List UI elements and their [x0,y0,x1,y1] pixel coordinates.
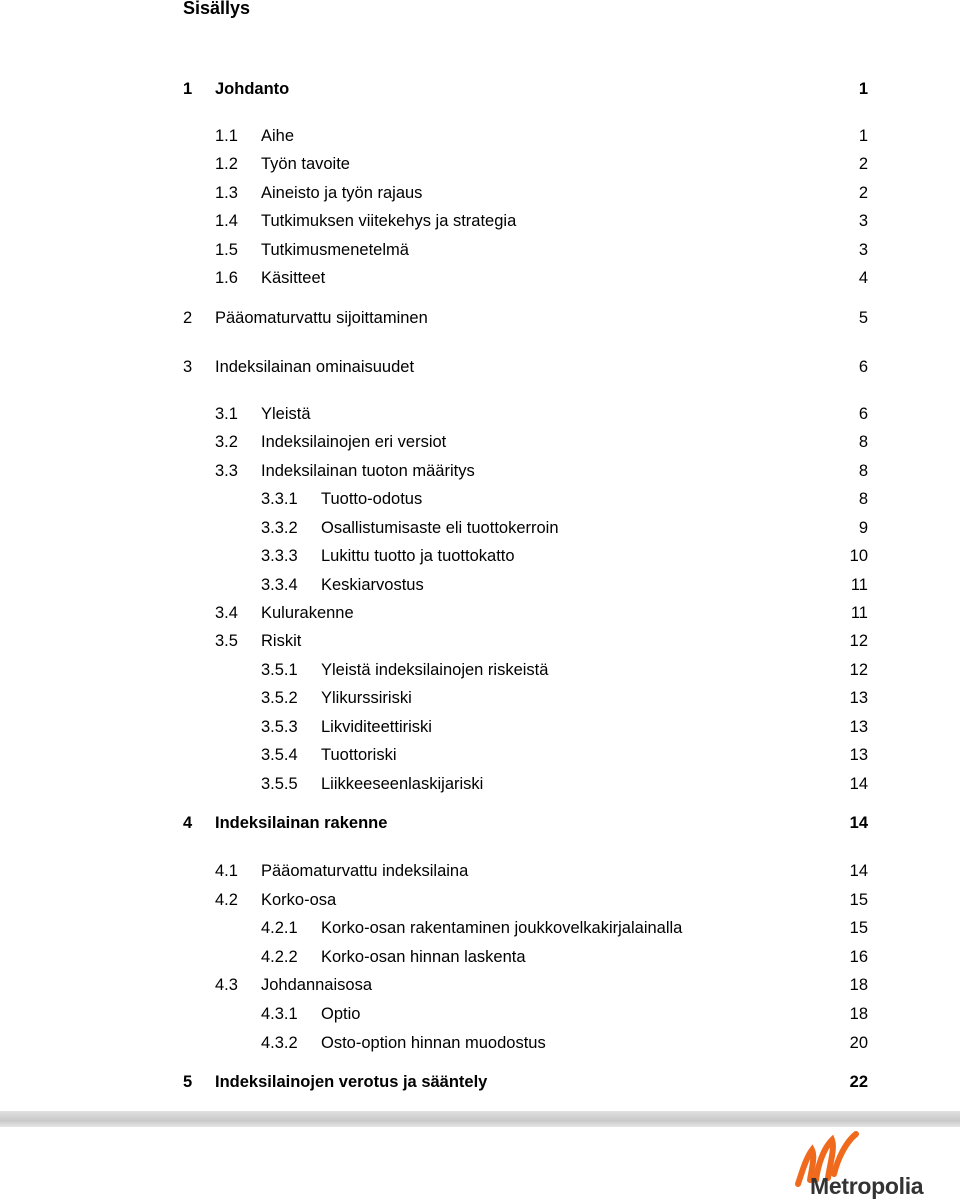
toc-entry-page: 22 [849,1073,868,1091]
toc-entry-number: 1.4 [215,212,238,230]
toc-entry-number: 4.3 [215,976,238,994]
toc-entry-number: 1.2 [215,155,238,173]
toc-entry[interactable] [0,1031,960,1055]
toc-entry-title: Yleistä [261,405,311,423]
toc-entry-number: 3.3.2 [261,519,298,537]
toc-entry-number: 5 [183,1073,193,1091]
logo-text: Metropolia [810,1173,924,1199]
toc-entry-title: Osallistumisaste eli tuottokerroin [321,519,559,537]
toc-entry-number: 3.5.3 [261,718,298,736]
toc-entry[interactable] [0,601,960,625]
toc-entry[interactable] [0,266,960,290]
toc-entry-page: 6 [858,358,868,376]
toc-entry-page: 10 [849,547,868,565]
toc-entry-page: 5 [858,309,868,327]
toc-entry-page: 3 [858,212,868,230]
toc-entry-number: 4.1 [215,862,238,880]
toc-entry-number: 3.1 [215,405,238,423]
toc-entry-number: 3.5 [215,632,238,650]
toc-entry-title: Yleistä indeksilainojen riskeistä [321,661,549,679]
toc-entry-number: 3.3 [215,462,238,480]
toc-entry[interactable] [0,459,960,483]
toc-entry[interactable] [0,658,960,682]
toc-entry-title: Tutkimusmenetelmä [261,241,409,259]
toc-entry-title: Pääomaturvattu sijoittaminen [215,309,428,327]
toc-entry-page: 11 [850,604,868,622]
toc-entry-page: 14 [849,814,868,832]
toc-entry[interactable] [0,859,960,883]
toc-entry-page: 6 [858,405,868,423]
toc-entry-title: Käsitteet [261,269,326,287]
toc-entry-number: 3.3.4 [261,576,298,594]
toc-entry-title: Indeksilainan tuoton määritys [261,462,475,480]
toc-entry[interactable] [0,152,960,176]
toc-entry-number: 4.2.1 [261,919,298,937]
toc-entry-title: Korko-osa [261,891,337,909]
toc-entry-page: 2 [858,155,868,173]
toc-entry[interactable] [0,743,960,767]
footer-bar [0,1111,960,1127]
toc-entry[interactable] [0,715,960,739]
toc-entry-title: Keskiarvostus [321,576,424,594]
toc-entry-title: Työn tavoite [261,155,350,173]
toc-entry-title: Ylikurssiriski [321,689,412,707]
metropolia-logo [780,1128,950,1201]
toc-entry-page: 13 [849,718,868,736]
toc-entry-number: 1.1 [215,127,238,145]
toc-entry-title: Indeksilainan ominaisuudet [215,358,415,376]
toc-entry-title: Osto-option hinnan muodostus [321,1034,546,1052]
toc-entry[interactable] [0,916,960,940]
toc-entry[interactable] [0,1002,960,1026]
toc-entry-number: 1.6 [215,269,238,287]
toc-entry-number: 3.5.5 [261,775,298,793]
toc-entry[interactable] [0,811,960,835]
toc-entry-page: 15 [849,919,868,937]
toc-entry[interactable] [0,1070,960,1094]
toc-entry-number: 3.3.1 [261,490,298,508]
toc-entry-page: 15 [849,891,868,909]
toc-entry-number: 3.5.2 [261,689,298,707]
toc-entry-title: Indeksilainojen eri versiot [261,433,447,451]
toc-entry-number: 4.3.1 [261,1005,298,1023]
toc-entry-number: 4.3.2 [261,1034,298,1052]
toc-entry-title: Lukittu tuotto ja tuottokatto [321,547,515,565]
toc-entry-page: 2 [858,184,868,202]
toc-entry-page: 8 [858,433,868,451]
toc-entry-title: Riskit [261,632,302,650]
toc-entry[interactable] [0,209,960,233]
toc-entry-page: 13 [849,689,868,707]
toc-entry-page: 18 [849,976,868,994]
toc-entry-title: Johdanto [215,80,290,98]
toc-entry-number: 3 [183,358,193,376]
toc-entry-number: 1 [183,80,193,98]
toc-entry-title: Kulurakenne [261,604,354,622]
toc-entry-page: 18 [849,1005,868,1023]
toc-entry-title: Johdannaisosa [261,976,373,994]
toc-entry-number: 3.4 [215,604,238,622]
toc-entry-page: 4 [858,269,868,287]
toc-entry[interactable] [0,629,960,653]
toc-entry-number: 4 [183,814,193,832]
toc-entry[interactable] [0,402,960,426]
toc-entry[interactable] [0,544,960,568]
page-title: Sisällys [183,0,251,18]
toc-entry-page: 3 [858,241,868,259]
toc-entry-number: 1.5 [215,241,238,259]
toc-entry-title: Tutkimuksen viitekehys ja strategia [261,212,517,230]
toc-entry-page: 12 [849,661,868,679]
toc-entry-title: Liikkeeseenlaskijariski [321,775,484,793]
toc-entry[interactable] [0,306,960,330]
toc-entry[interactable] [0,77,960,101]
toc-entry-page: 13 [849,746,868,764]
toc-entry-title: Aineisto ja työn rajaus [261,184,423,202]
toc-entry[interactable] [0,516,960,540]
toc-entry[interactable] [0,945,960,969]
toc-entry-number: 1.3 [215,184,238,202]
toc-entry-page: 8 [858,490,868,508]
toc-entry-page: 8 [858,462,868,480]
toc-entry-number: 3.5.1 [261,661,298,679]
toc-entry-page: 1 [858,80,868,98]
toc-entry[interactable] [0,238,960,262]
toc-entry-title: Likviditeettiriski [321,718,432,736]
toc-entry[interactable] [0,573,960,597]
toc-entry-title: Indeksilainojen verotus ja sääntely [215,1073,488,1091]
toc-entry-page: 12 [849,632,868,650]
toc-entry-number: 4.2 [215,891,238,909]
toc-entry-title: Korko-osan rakentaminen joukkovelkakirjalainalla [321,919,683,937]
toc-entry[interactable] [0,487,960,511]
toc-entry[interactable] [0,181,960,205]
toc-entry-page: 20 [849,1034,868,1052]
toc-entry[interactable] [0,686,960,710]
toc-entry-title: Tuottoriski [321,746,397,764]
toc-entry-page: 14 [849,775,868,793]
toc-entry-number: 2 [183,309,193,327]
toc-entry[interactable] [0,772,960,796]
toc-entry[interactable] [0,973,960,997]
toc-entry[interactable] [0,888,960,912]
toc-entry-title: Indeksilainan rakenne [215,814,388,832]
toc-entry[interactable] [0,430,960,454]
toc-entry-title: Pääomaturvattu indeksilaina [261,862,469,880]
toc-entry-title: Aihe [261,127,295,145]
toc-entry-page: 1 [858,127,868,145]
toc-entry-title: Tuotto-odotus [321,490,423,508]
toc-entry-page: 14 [849,862,868,880]
toc-entry-page: 9 [858,519,868,537]
toc-entry-page: 16 [849,948,868,966]
toc-entry-title: Optio [321,1005,361,1023]
toc-entry-number: 3.3.3 [261,547,298,565]
toc-entry-number: 3.5.4 [261,746,298,764]
toc-entry-number: 3.2 [215,433,238,451]
toc-entry[interactable] [0,124,960,148]
toc-entry-number: 4.2.2 [261,948,298,966]
toc-entry[interactable] [0,355,960,379]
toc-entry-page: 11 [850,576,868,594]
toc-entry-title: Korko-osan hinnan laskenta [321,948,526,966]
